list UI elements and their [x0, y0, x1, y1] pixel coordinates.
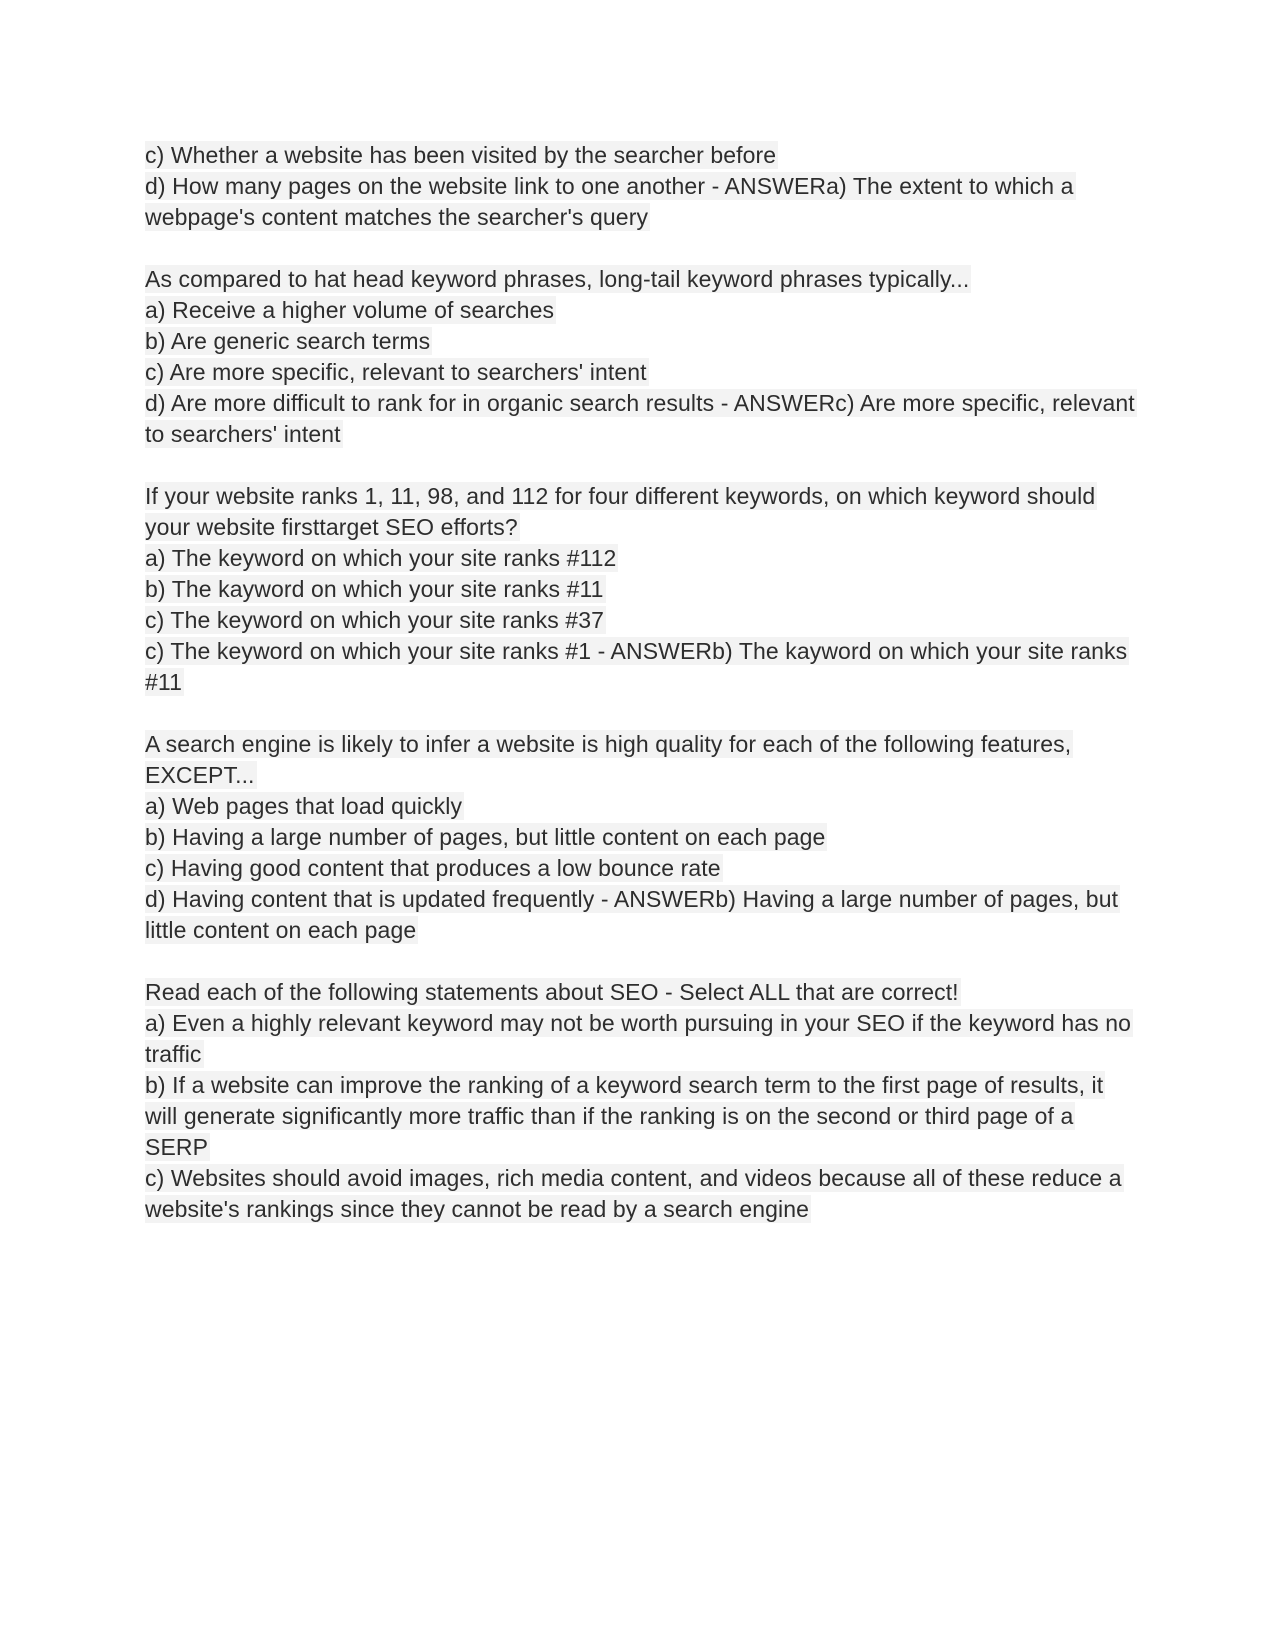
- text-line: [145, 1163, 1137, 1225]
- text-line: [145, 543, 1137, 574]
- text-line: [145, 605, 1137, 636]
- highlighted-text: c) Having good content that produces a low bounce rate: [145, 855, 721, 881]
- text-line: [145, 1008, 1137, 1070]
- quiz-text-content: [145, 140, 1137, 1225]
- text-line: [145, 791, 1137, 822]
- highlighted-text: d) Are more difficult to rank for in organic search results - ANSWERc) Are more specific, relevant to searchers' intent: [145, 390, 1135, 447]
- highlighted-text: b) If a website can improve the ranking of a keyword search term to the first page of results, it will generate significantly more traffic than if the ranking is on the second or third page of a SERP: [145, 1072, 1104, 1160]
- highlighted-text: c) The keyword on which your site ranks #37: [145, 607, 604, 633]
- text-line: [145, 1070, 1137, 1163]
- question-block: [145, 481, 1137, 698]
- text-line: [145, 853, 1137, 884]
- highlighted-text: a) The keyword on which your site ranks #112: [145, 545, 617, 571]
- highlighted-text: c) Websites should avoid images, rich media content, and videos because all of these reduce a website's rankings since they cannot be read by a search engine: [145, 1165, 1122, 1222]
- question-block: [145, 264, 1137, 450]
- highlighted-text: a) Receive a higher volume of searches: [145, 297, 555, 323]
- highlighted-text: If your website ranks 1, 11, 98, and 112 for four different keywords, on which keyword should your website firsttarget SEO efforts?: [145, 483, 1096, 540]
- text-line: [145, 357, 1137, 388]
- text-line: [145, 388, 1137, 450]
- text-line: [145, 171, 1137, 233]
- text-line: [145, 481, 1137, 543]
- highlighted-text: c) Are more specific, relevant to searchers' intent: [145, 359, 647, 385]
- highlighted-text: As compared to hat head keyword phrases, long-tail keyword phrases typically...: [145, 266, 970, 292]
- highlighted-text: b) Having a large number of pages, but little content on each page: [145, 824, 826, 850]
- highlighted-text: d) How many pages on the website link to one another - ANSWERa) The extent to which a webpage's content matches the searcher's query: [145, 173, 1074, 230]
- question-block: [145, 140, 1137, 233]
- text-line: [145, 326, 1137, 357]
- highlighted-text: Read each of the following statements about SEO - Select ALL that are correct!: [145, 979, 959, 1005]
- text-line: [145, 822, 1137, 853]
- highlighted-text: b) The kayword on which your site ranks #11: [145, 576, 604, 602]
- text-line: [145, 140, 1137, 171]
- highlighted-text: a) Web pages that load quickly: [145, 793, 463, 819]
- highlighted-text: b) Are generic search terms: [145, 328, 431, 354]
- text-line: [145, 884, 1137, 946]
- text-line: [145, 574, 1137, 605]
- highlighted-text: a) Even a highly relevant keyword may not be worth pursuing in your SEO if the keyword has no traffic: [145, 1010, 1132, 1067]
- text-line: [145, 264, 1137, 295]
- question-block: [145, 977, 1137, 1225]
- text-line: [145, 729, 1137, 791]
- text-line: [145, 636, 1137, 698]
- question-block: [145, 729, 1137, 946]
- highlighted-text: d) Having content that is updated frequently - ANSWERb) Having a large number of pages, but little content on each page: [145, 886, 1119, 943]
- text-line: [145, 977, 1137, 1008]
- highlighted-text: c) Whether a website has been visited by the searcher before: [145, 142, 777, 168]
- highlighted-text: A search engine is likely to infer a website is high quality for each of the following features, EXCEPT...: [145, 731, 1072, 788]
- highlighted-text: c) The keyword on which your site ranks #1 - ANSWERb) The kayword on which your site ranks #11: [145, 638, 1128, 695]
- text-line: [145, 295, 1137, 326]
